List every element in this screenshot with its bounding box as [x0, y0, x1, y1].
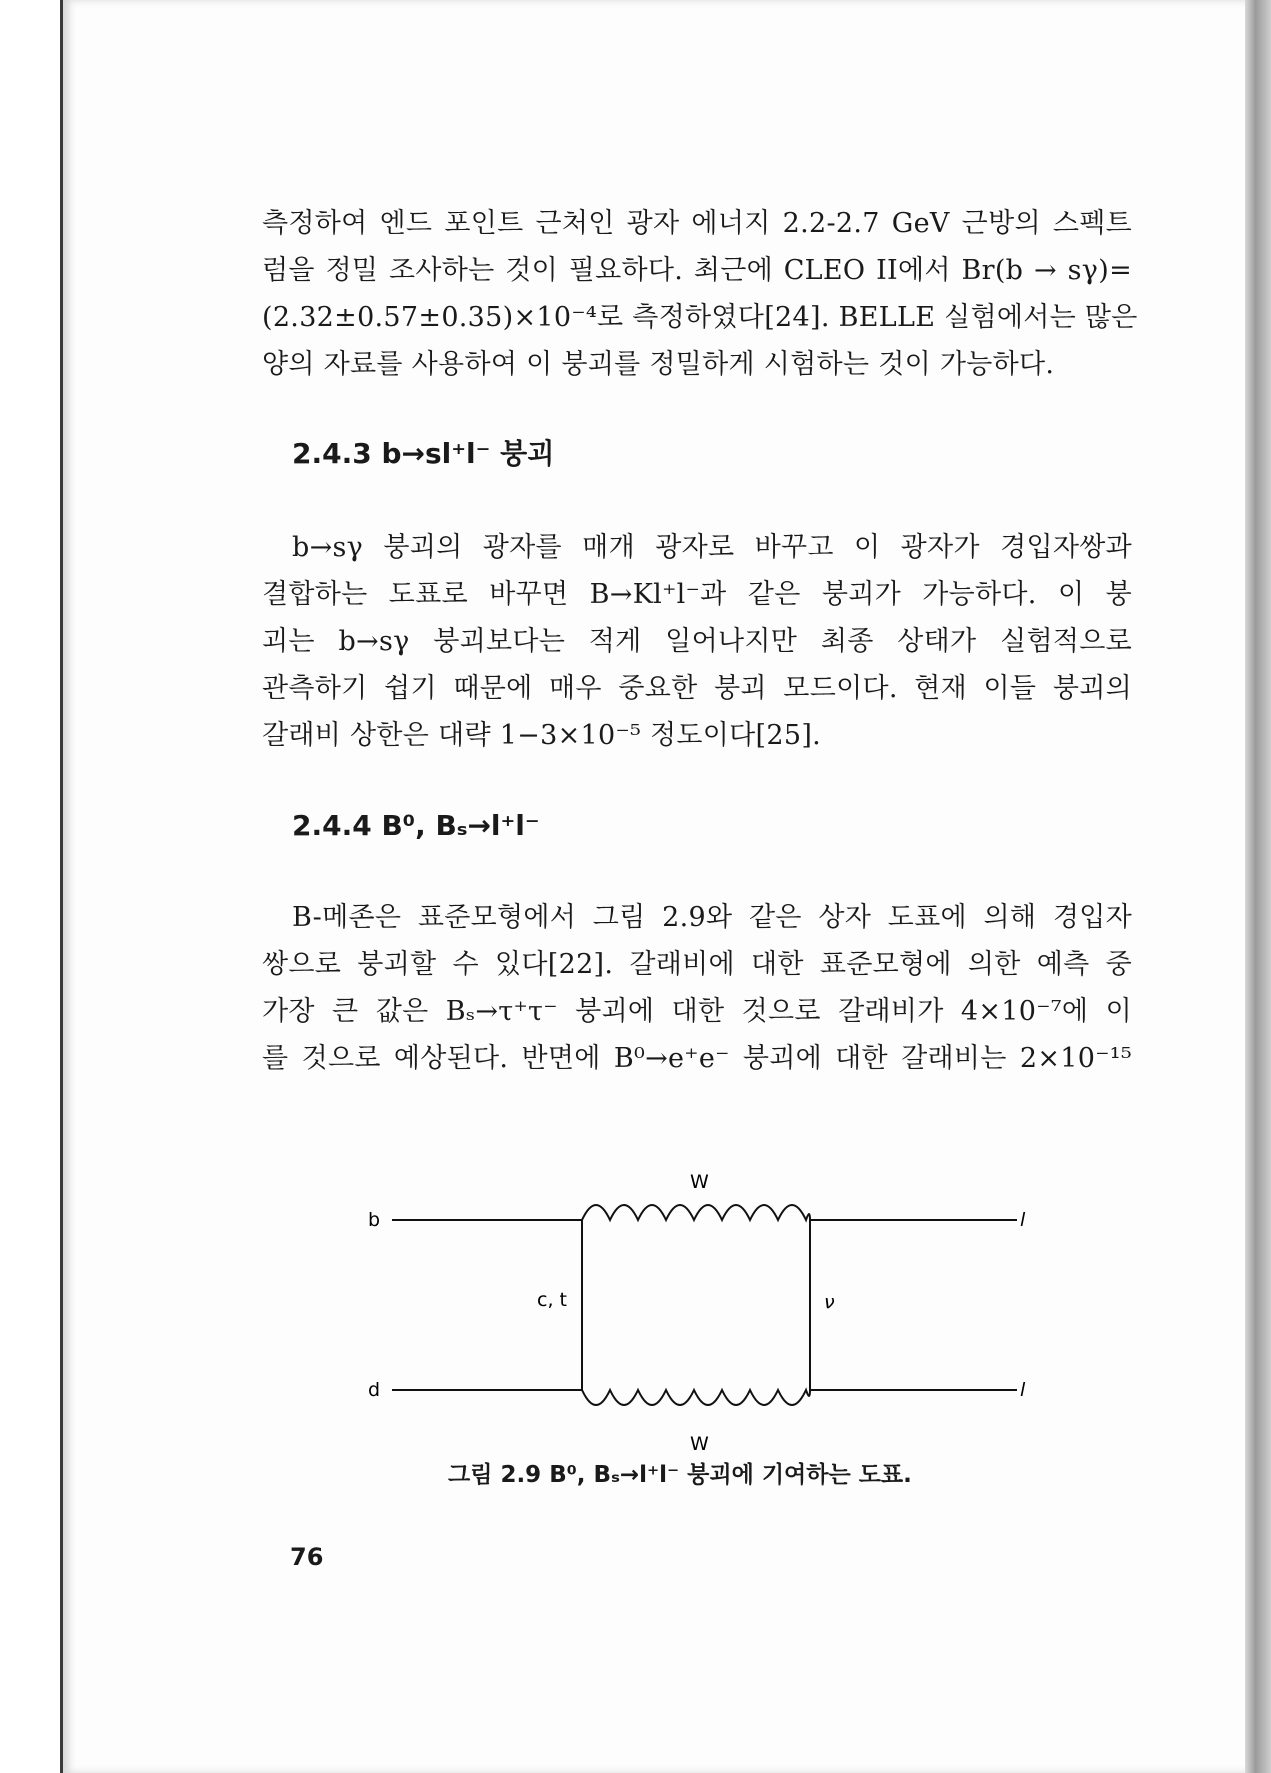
section-heading-2-4-4: 2.4.4 B⁰, Bₛ→l⁺l⁻ [292, 809, 540, 842]
label-l-top: l [1020, 1209, 1026, 1231]
p1-line: 양의 자료를 사용하여 이 붕괴를 정밀하게 시험하는 것이 가능하다. [262, 349, 1055, 380]
p2-line: 관측하기 쉽기 때문에 매우 중요한 붕괴 모드이다. 현재 이들 붕괴의 [262, 673, 1132, 704]
page-number: 76 [290, 1543, 324, 1571]
section-heading-2-4-3: 2.4.3 b→sl⁺l⁻ 붕괴 [292, 437, 555, 470]
w-boson-top [582, 1205, 810, 1220]
figure-caption: 그림 2.9 B⁰, Bₛ→l⁺l⁻ 붕괴에 기여하는 도표. [448, 1462, 912, 1488]
w-boson-bottom [582, 1390, 810, 1405]
label-l-bottom: l [1020, 1379, 1026, 1401]
label-nu: ν [824, 1291, 835, 1313]
p3-line: 가장 큰 값은 Bₛ→τ⁺τ⁻ 붕괴에 대한 것으로 갈래비가 4×10⁻⁷에 이 [262, 996, 1132, 1027]
paragraph-3 [262, 894, 1132, 1082]
label-w-top: W [690, 1171, 709, 1193]
label-w-bottom: W [690, 1433, 709, 1455]
label-b: b [368, 1209, 381, 1231]
p1-line: 럼을 정밀 조사하는 것이 필요하다. 최근에 CLEO II에서 Br(b → sγ)= [262, 255, 1132, 286]
p2-line: b→sγ 붕괴의 광자를 매개 광자로 바꾸고 이 광자가 경입자쌍과 [292, 532, 1132, 563]
p2-line: 결합하는 도표로 바꾸면 B→Kl⁺l⁻과 같은 붕괴가 가능하다. 이 붕 [262, 579, 1132, 610]
text-body [262, 200, 1138, 1082]
page-edge-right [1245, 0, 1271, 1773]
p3-line: 를 것으로 예상된다. 반면에 B⁰→e⁺e⁻ 붕괴에 대한 갈래비는 2×10⁻¹⁵ [262, 1043, 1132, 1074]
paragraph-1 [262, 200, 1138, 388]
label-d: d [368, 1379, 381, 1401]
p1-line: (2.32±0.57±0.35)×10⁻⁴로 측정하였다[24]. BELLE 실험에서는 많은 [262, 302, 1138, 333]
label-ct: c, t [537, 1289, 567, 1311]
feynman-box-diagram [362, 1158, 1042, 1458]
paragraph-2 [262, 524, 1132, 759]
p1-line: 측정하여 엔드 포인트 근처인 광자 에너지 2.2-2.7 GeV 근방의 스펙트 [262, 208, 1132, 239]
page-margin-left [0, 0, 60, 1773]
diagram-svg [362, 1158, 1042, 1458]
p2-line: 괴는 b→sγ 붕괴보다는 적게 일어나지만 최종 상태가 실험적으로 [262, 626, 1132, 657]
p3-line: 쌍으로 붕괴할 수 있다[22]. 갈래비에 대한 표준모형에 의한 예측 중 [262, 949, 1132, 980]
p2-line: 갈래비 상한은 대략 1−3×10⁻⁵ 정도이다[25]. [262, 720, 822, 751]
p3-line: B-메존은 표준모형에서 그림 2.9와 같은 상자 도표에 의해 경입자 [292, 902, 1132, 933]
